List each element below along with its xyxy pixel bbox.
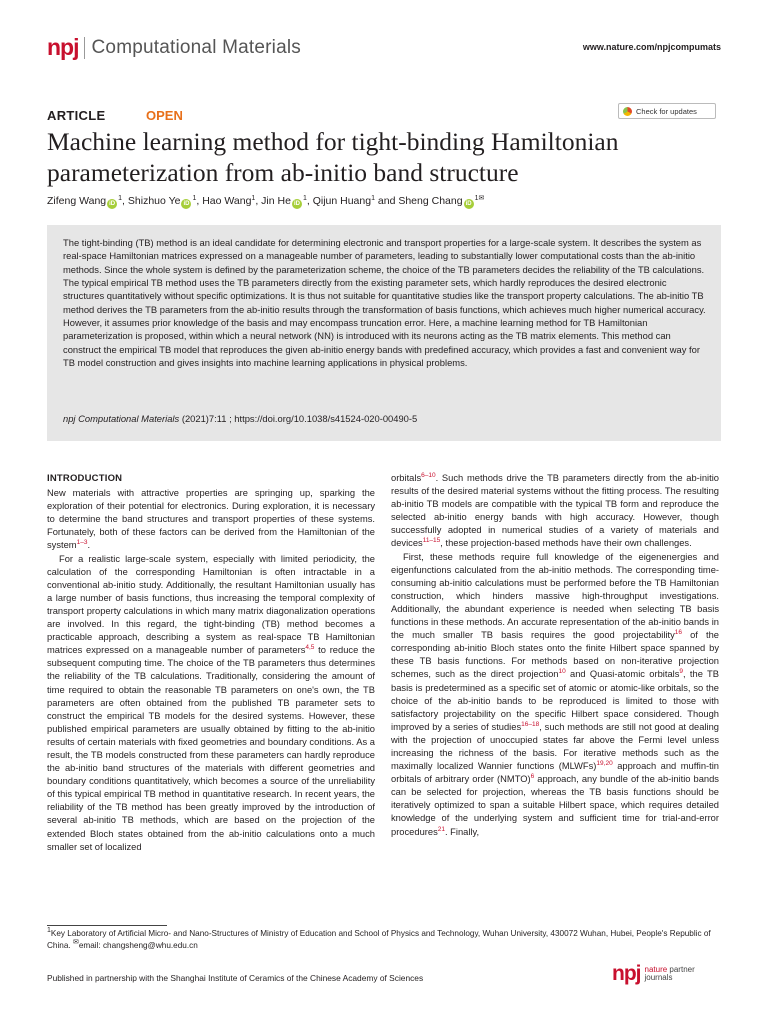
author-name[interactable]: Zifeng Wang xyxy=(47,195,107,207)
journal-name: Computational Materials xyxy=(91,36,301,58)
article-type-label: ARTICLE xyxy=(47,108,106,123)
author-name[interactable]: Sheng Chang xyxy=(398,195,463,207)
article-title: Machine learning method for tight-binding Hamiltonian parameterization from ab-initio band structure xyxy=(47,127,619,187)
affiliation-marker: 1 xyxy=(47,927,51,934)
author-name[interactable]: Hao Wang xyxy=(202,195,252,207)
footnote-rule xyxy=(47,925,167,926)
body-paragraph: For a realistic large-scale system, especially with limited periodicity, the calculation of the corresponding Hamiltonian is often intractable in a conventional ab-initio study. Additionally, the resultant Hamiltonian usually has a large number of basis functions, thus increasing the temporal complexity of transport property calculations in which many matrix diagonalization operations are involved. In this regard, the tight-binding (TB) method becomes a practicable approach, describing a system as real-space TB Hamiltonian matrices expressed on a manageable number of parameters$^{4,5}$ to reduce the subsequent computing time. The choice of the TB parameters thus determines the reliability of the TB calculations. Traditionally, considering the amount of time required to obtain the reasonable TB parameters on one's own, the TB parameters are often obtained from the published TB parameter sets to construct the empirical TB models for the desired systems. However, these published empirical parameters are usually obtained by fitting to the ab-initio results of certain materials with fixed geometries and boundary conditions. As a result, the TB models constructed from these parameters can hardly reproduce the ab-initio band structures of the materials with different geometries and boundary conditions quantitatively, which becomes a source of the unreliability of this typical empirical TB method in quantitative research. In recent years, the reliability of the TB method has been greatly improved by the introduction of several ab-initio TB methods, which are based on the projection of the extended Bloch states obtained from the ab-initio calculations onto a much smaller set of localized xyxy=(47,553,376,852)
body-paragraph: orbitals$^{6-10}$. Such methods drive the TB parameters directly from the ab-initio results of the desired material systems without the fitting process. The resulting ab-initio TB models are compatible with the typical TB form and reproduce the selected ab-initio energy bands with high accuracy. However, though successfully adopted in numerical studies of a variety of materials and devices$^{11-15}$, these projection-based methods have their own challenges. xyxy=(391,472,719,549)
email-link[interactable]: email: changsheng@whu.edu.cn xyxy=(78,941,198,950)
citation-line xyxy=(63,412,709,425)
reference-link[interactable]: 10 xyxy=(558,668,566,676)
partner-journals-label: nature partner journals xyxy=(644,964,695,982)
logo-divider xyxy=(84,37,85,59)
affiliation-marker: 1 xyxy=(371,195,375,202)
reference-link[interactable]: 1–3 xyxy=(76,539,88,547)
affiliation-marker: 1 xyxy=(192,195,197,202)
affiliation-marker: 1 xyxy=(302,195,307,202)
journal-logo xyxy=(47,34,301,61)
footer-npj-mark: npj xyxy=(612,962,641,985)
reference-link[interactable]: 19,20 xyxy=(596,760,613,768)
citation-journal: npj Computational Materials xyxy=(63,413,180,424)
author-name[interactable]: Jin He xyxy=(261,195,291,207)
reference-link[interactable]: 6–10 xyxy=(421,472,436,479)
reference-link[interactable]: 11–15 xyxy=(422,537,441,545)
body-column-left xyxy=(47,472,375,854)
orcid-icon[interactable]: iD xyxy=(109,201,116,207)
reference-link[interactable]: 6 xyxy=(530,773,535,781)
crossmark-icon xyxy=(623,107,632,116)
open-access-label: OPEN xyxy=(146,108,183,123)
body-paragraph: New materials with attractive properties are springing up, sparking the exploration of their potential for electronics. During exploration, it is necessary to determine the band structures and transport properties of these systems. Fortunately, both of these factors can be derived from the Hamiltonian of the system$^{1-3}$. xyxy=(47,488,375,551)
orcid-icon[interactable]: iD xyxy=(465,201,472,207)
abstract-text: The tight-binding (TB) method is an ideal candidate for determining electronic and transport properties for a large-scale system. It describes the system as real-space Hamiltonian matrices expressed on a manageable number of parameters, leading to substantially lower computational costs than the ab-initio methods. Since the whole system is defined by the parameterization scheme, the choice of the TB parameters decides the reliability of the TB calculations. The typical empirical TB method uses the TB parameters directly from the existing parameter sets, which hardly reproduces the desired electronic structures quantitatively without specific optimizations. It is thus not suitable for quantitative studies like the transport property calculations. The ab-initio TB method derives the TB parameters from the ab-initio results through the transformation of basis functions, which achieves much higher numerical accuracy. However, it assumes prior knowledge of the basis and may encompass truncation error. Here, a machine learning method for TB Hamiltonian parameterization is proposed, within which a neural network (NN) is introduced with its neurons acting as the TB matrix elements. This method can construct the empirical TB model that reproduces the given ab-initio energy bands with predefined accuracy, which provides a fast and convenient way for TB model construction and gives insights into machine learning applications in physical problems. xyxy=(63,237,706,369)
npj-logo: npj xyxy=(47,34,79,60)
journal-url-link[interactable]: www.nature.com/npjcompumats xyxy=(582,42,721,52)
check-for-updates-button[interactable] xyxy=(618,103,716,119)
author-name[interactable]: Qijun Huang xyxy=(312,195,372,207)
orcid-icon[interactable]: iD xyxy=(293,201,300,207)
reference-link[interactable]: 9 xyxy=(679,668,684,676)
mail-icon: ✉ xyxy=(72,939,79,946)
reference-link[interactable]: 21 xyxy=(437,825,445,833)
reference-link[interactable]: 16 xyxy=(674,629,683,637)
affiliation-footnote xyxy=(47,928,727,952)
reference-link[interactable]: 4,5 xyxy=(305,644,315,652)
affiliation-marker: 1 xyxy=(118,195,123,202)
author-list: Zifeng Wang $iD^1$, Shizhuo Ye $iD^1$, Hao Wang$^1$, Jin He $iD^1$, Qijun Huang$^1$ and Sheng Chang $iD^{1✉}$ xyxy=(47,195,485,207)
footer-partnership-text: Published in partnership with the Shanghai Institute of Ceramics of the Chinese Academy of Sciences xyxy=(47,973,424,983)
reference-link[interactable]: 16–18 xyxy=(521,720,540,728)
author-name[interactable]: Shizhuo Ye xyxy=(127,195,181,207)
npj-partner-journals-logo xyxy=(612,962,695,986)
check-for-updates-label: Check for updates xyxy=(636,106,697,116)
section-heading: INTRODUCTION xyxy=(47,473,123,484)
citation-doi[interactable]: (2021)7:11 ; https://doi.org/10.1038/s41524-020-00490-5 xyxy=(179,413,418,424)
body-column-right xyxy=(391,472,719,839)
affiliation-marker: 1 xyxy=(251,195,256,202)
affiliation-text: Key Laboratory of Artificial Micro- and Nano-Structures of Ministry of Education and School of Physics and Technology, Wuhan University, 430072 Wuhan, Hubei, People's Republic of China. xyxy=(47,929,711,950)
orcid-icon[interactable]: iD xyxy=(183,201,190,207)
affiliation-marker: 1✉ xyxy=(474,195,485,202)
body-paragraph: First, these methods require full knowledge of the eigenenergies and eigenfunctions calculated from the ab-initio methods. The corresponding time-consuming ab-initio calculations must be performed before the TB Hamiltonian construction, which hinders massive high-throughput investigations. Additionally, the abundant experience is needed when selecting TB basis functions in these methods. An accurate representation of the ab-initio bands in the much smaller TB basis requires the good projectability$^{16}$ of the corresponding ab-initio Bloch states onto the finite Hilbert space spanned by these TB basis functions. For methods based on non-iterative projection schemes, such as the direct projection$^{10}$ and Quasi-atomic orbitals$^9$, the TB basis is predetermined as a specific set of atomic or atomic-like orbitals, so the choice of the ab-initio bands to be reproduced is limited to those with satisfactory projectability on the specific Hilbert space considered. Though improved by a series of studies$^{16-18}$, such methods are still not good at dealing with the projection of unoccupied states far above the Fermi level unless increasing the richness of the basis. For iterative methods such as the maximally localized Wannier functions (MLWFs)$^{19,20}$ approach and muffin-tin orbitals of arbitrary order (NMTO)$^6$ approach, any bundle of the ab-initio bands can be selected for projection, whereas the TB basis functions should be iteratively optimized to span a suitable Hilbert space, which requires detailed knowledge of the underlying system and sufficient time for trial-and-error procedures$^{21}$. Finally, xyxy=(391,551,719,837)
